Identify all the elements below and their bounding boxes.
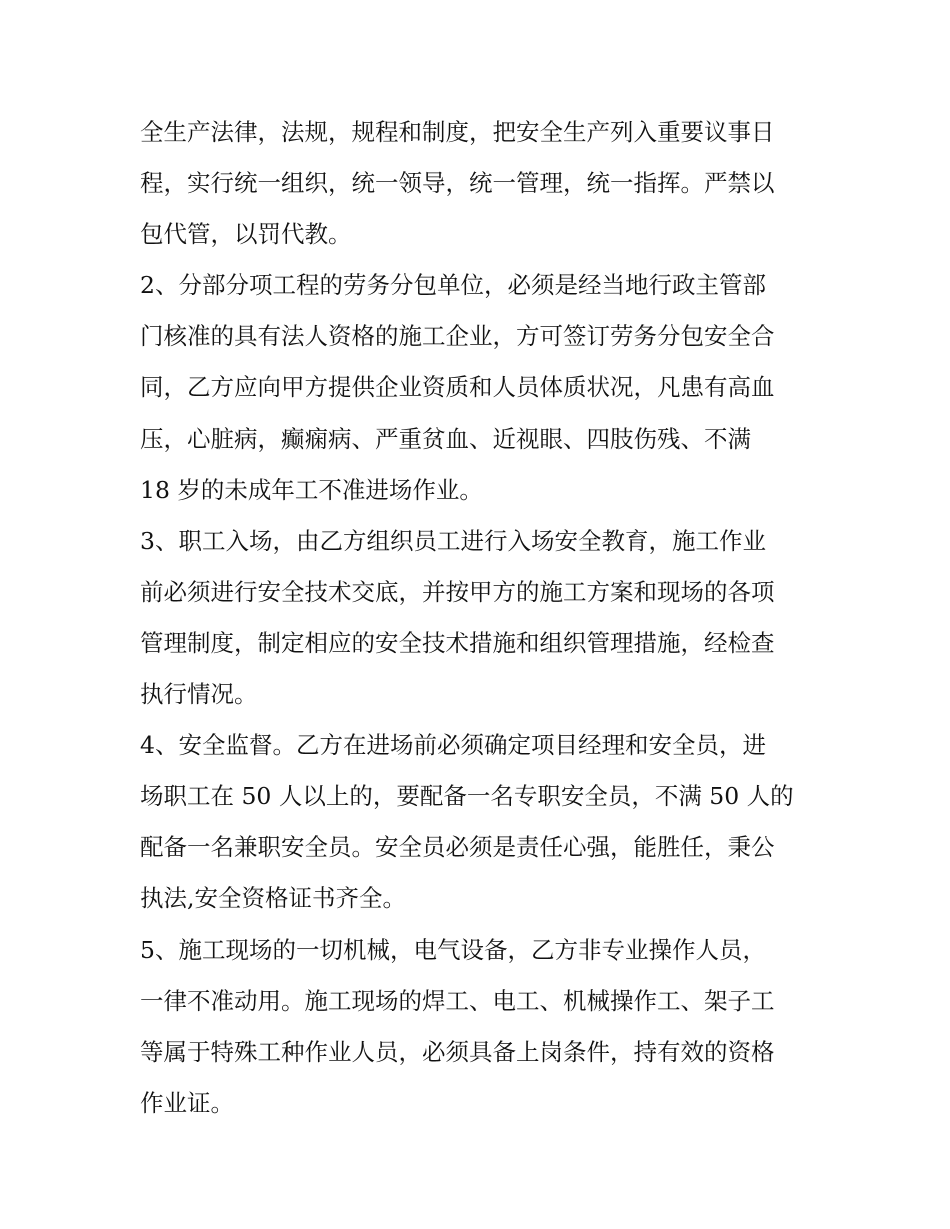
text-line: 全生产法律，法规，规程和制度，把安全生产列入重要议事日 (140, 118, 775, 146)
text-line: 5、施工现场的一切机械，电气设备，乙方非专业操作人员， (140, 935, 766, 964)
text-line: 等属于特殊工种作业人员，必须具备上岗条件，持有效的资格 (140, 1037, 775, 1066)
text-line: 18 岁的未成年工不准进场作业。 (140, 475, 483, 504)
text-line: 压，心脏病，癫痫病、严重贫血、近视眼、四肢伤残、不满 (140, 424, 751, 453)
text-line: 同，乙方应向甲方提供企业资质和人员体质状况，凡患有高血 (140, 373, 775, 402)
text-line: 门核准的具有法人资格的施工企业，方可签订劳务分包安全合 (140, 322, 775, 351)
text-line: 执行情况。 (140, 680, 258, 709)
text-line: 包代管，以罚代教。 (140, 220, 352, 249)
text-line: 3、职工入场，由乙方组织员工进行入场安全教育，施工作业 (140, 526, 766, 555)
text-line: 前必须进行安全技术交底，并按甲方的施工方案和现场的各项 (140, 577, 775, 606)
text-line: 场职工在 50 人以上的，要配备一名专职安全员，不满 50 人的 (140, 782, 794, 811)
text-line: 管理制度，制定相应的安全技术措施和组织管理措施，经检查 (140, 628, 775, 657)
text-line: 4、安全监督。乙方在进场前必须确定项目经理和安全员，进 (140, 731, 766, 760)
text-line: 作业证。 (140, 1088, 234, 1117)
body-text (140, 107, 820, 1129)
text-line: 执法,安全资格证书齐全。 (140, 884, 406, 913)
text-line: 2、分部分项工程的劳务分包单位，必须是经当地行政主管部 (140, 271, 766, 300)
text-line: 程，实行统一组织，统一领导，统一管理，统一指挥。严禁以 (140, 169, 775, 198)
text-line: 一律不准动用。施工现场的焊工、电工、机械操作工、架子工 (140, 986, 775, 1015)
text-line: 配备一名兼职安全员。安全员必须是责任心强，能胜任，秉公 (140, 833, 775, 862)
